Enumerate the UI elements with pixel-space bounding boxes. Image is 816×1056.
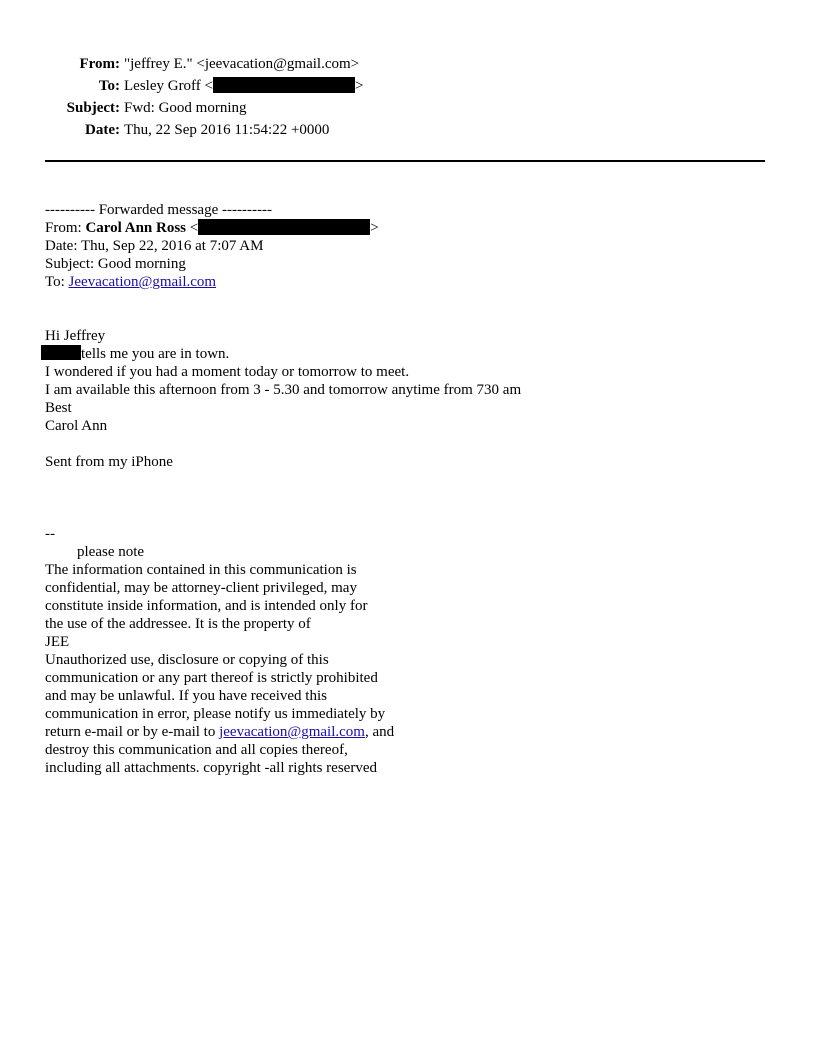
message-body (45, 327, 785, 471)
forwarded-to-link[interactable]: Jeevacation@gmail.com (68, 274, 217, 290)
header-divider (45, 160, 765, 162)
return-email-link[interactable]: jeevacation@gmail.com (219, 724, 365, 740)
return-prefix: return e-mail or by e-mail to (45, 724, 220, 740)
disclaimer-line: and may be unlawful. If you have received this (45, 688, 327, 704)
to-name: Lesley Groff < (124, 78, 213, 94)
disclaimer-line: Unauthorized use, disclosure or copying of this (45, 652, 329, 668)
to-value (124, 75, 363, 97)
redaction-box (213, 77, 355, 93)
to-label: To: (98, 78, 120, 94)
email-header (0, 53, 816, 141)
disclaimer-line: destroy this communication and all copies thereof, (45, 742, 348, 758)
forwarded-date: Date: Thu, Sep 22, 2016 at 7:07 AM (45, 238, 264, 254)
body-line-1 (45, 345, 785, 363)
spacer (45, 435, 785, 453)
header-subject-row (0, 97, 816, 119)
forwarded-to-prefix: To: (45, 274, 69, 290)
body-line-1-text: tells me you are in town. (81, 346, 230, 362)
sender-name: Carol Ann (45, 418, 108, 434)
closing: Best (45, 400, 72, 416)
body-line-2: I wondered if you had a moment today or tomorrow to meet. (45, 364, 410, 380)
greeting: Hi Jeffrey (45, 328, 106, 344)
sent-from: Sent from my iPhone (45, 454, 173, 470)
disclaimer-line: the use of the addressee. It is the property of (45, 616, 311, 632)
subject-value: Fwd: Good morning (124, 100, 247, 116)
forwarded-subject: Subject: Good morning (45, 256, 186, 272)
date-label: Date: (85, 122, 120, 138)
forwarded-from-open: < (186, 220, 199, 236)
to-close: > (355, 78, 364, 94)
body-line-3: I am available this afternoon from 3 - 5.30 and tomorrow anytime from 730 am (45, 382, 522, 398)
redaction-box (41, 345, 81, 360)
forwarded-separator: ---------- Forwarded message ---------- (45, 202, 272, 218)
subject-label: Subject: (66, 100, 120, 116)
redaction-box (198, 219, 370, 235)
header-to-row (0, 75, 816, 97)
header-date-row (0, 119, 816, 141)
disclaimer-line: communication or any part thereof is strictly prohibited (45, 670, 378, 686)
header-from-row (0, 53, 816, 75)
disclaimer-line: The information contained in this communication is (45, 562, 357, 578)
disclaimer-line: constitute inside information, and is intended only for (45, 598, 368, 614)
forwarded-from-prefix: From: (45, 220, 86, 236)
signature-dashes: -- (45, 526, 55, 542)
forwarded-to (45, 273, 785, 291)
forwarded-from-name: Carol Ann Ross (85, 220, 187, 236)
return-suffix: , and (364, 724, 395, 740)
signature-block (45, 525, 785, 777)
from-value: "jeffrey E." <jeevacation@gmail.com> (124, 56, 360, 72)
disclaimer-line: confidential, may be attorney-client privileged, may (45, 580, 357, 596)
forwarded-header (45, 201, 785, 291)
disclaimer-return-line (45, 723, 785, 741)
forwarded-from (45, 219, 785, 237)
date-value: Thu, 22 Sep 2016 11:54:22 +0000 (124, 122, 330, 138)
from-label: From: (79, 56, 120, 72)
please-note: please note (77, 544, 145, 560)
disclaimer-line: JEE (45, 634, 70, 650)
disclaimer-line: communication in error, please notify us immediately by (45, 706, 386, 722)
forwarded-from-close: > (370, 220, 379, 236)
disclaimer-line: including all attachments. copyright -all rights reserved (45, 760, 377, 776)
